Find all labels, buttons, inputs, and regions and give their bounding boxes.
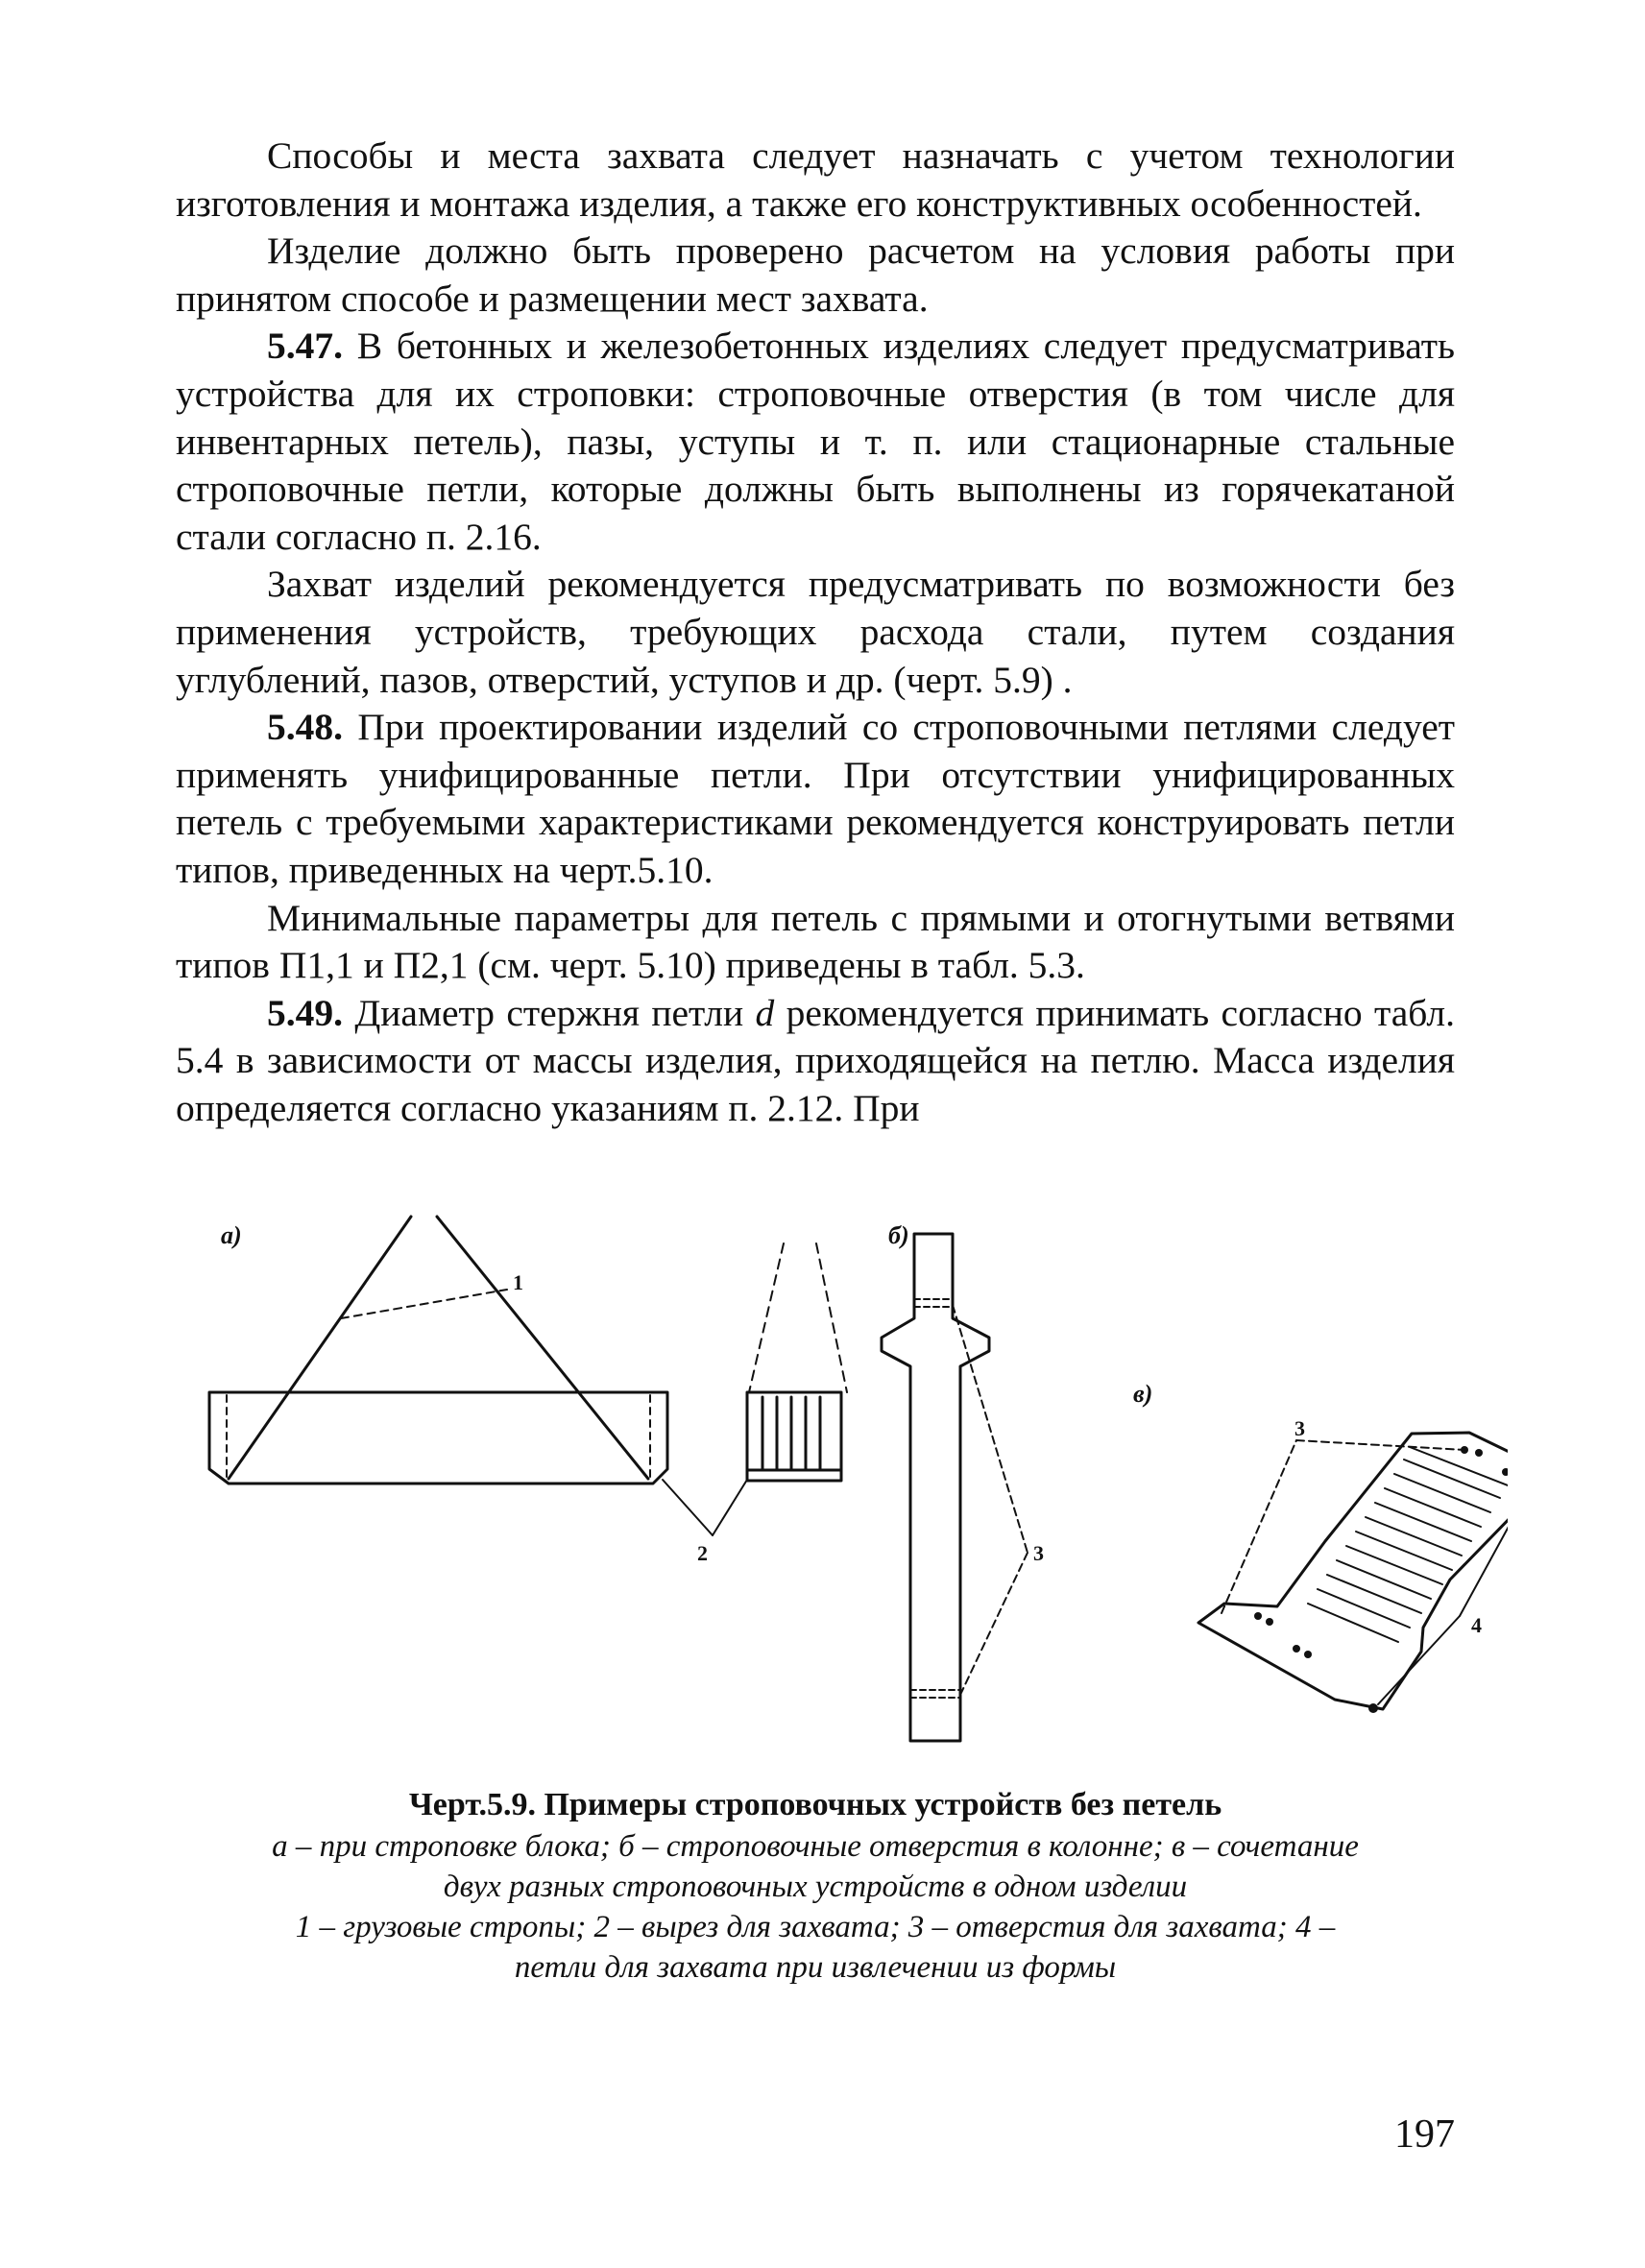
sling-left-dashed [749,1243,784,1392]
lifting-holes [910,1299,960,1698]
load-slings [229,1217,648,1479]
subfigure-c-stair-flight [1133,1380,1508,1713]
variable-d: d [755,991,775,1034]
callout-4: 4 [1471,1613,1482,1637]
subfigure-label-b: б) [888,1221,909,1249]
subfigure-b-column [882,1221,1044,1741]
subfigure-a-block [209,1217,667,1484]
leader-lines-2 [663,1480,747,1535]
paragraph-minimal-parameters: Минимальные параметры для петель с прямыми и отогнутыми ветвями типов П1,1 и П2,1 (см. черт. 5.10) приведены в табл. 5.3. [176,896,1455,987]
figure-caption [176,1784,1455,1988]
callout-2: 2 [697,1541,708,1565]
paragraph-calculation-check: Изделие должно быть проверено расчетом на условия работы при принятом способе и размещении мест захвата. [176,229,1455,320]
clause-text-5-48: При проектировании изделий со строповочными петлями следует применять унифицированные петли. При отсутствии унифицированных петель с требуемыми характеристиками рекомендуется конструировать петли типов, приведенных на черт.5.10. [176,706,1455,891]
sling-right-dashed [816,1243,847,1392]
paragraph-5-49 [176,990,1455,1133]
callout-1: 1 [513,1270,523,1294]
stair-flight-outline [1198,1433,1508,1709]
caption-line: а – при строповке блока; б – строповочные отверстия в колонне; в – сочетание [272,1829,1359,1864]
clause-number-5-47: 5.47. [267,325,343,368]
caption-line: 1 – грузовые стропы; 2 – вырез для захвата; 3 – отверстия для захвата; 4 – [295,1910,1336,1944]
callout-3: 3 [1033,1541,1044,1565]
subfigure-label-a: а) [221,1221,242,1249]
paragraph-5-47 [176,323,1455,561]
callout-3-stair: 3 [1294,1416,1305,1440]
caption-line: двух разных строповочных устройств в одном изделии [443,1870,1188,1904]
clause-text-5-49-start: Диаметр стержня петли [343,991,756,1034]
leader-lines-4 [1378,1493,1508,1704]
leader-lines-3-stair [1222,1440,1464,1613]
paragraph-capture-without-steel: Захват изделий рекомендуется предусматривать по возможности без применения устройств, требующих расхода стали, путем создания углублений, пазов, отверстий, уступов и др. (черт. 5.9) . [176,563,1455,701]
caption-title: Черт.5.9. Примеры строповочных устройств без петель [408,1787,1222,1822]
column [882,1234,989,1741]
clause-text-5-47: В бетонных и железобетонных изделиях следует предусматривать устройства для их строповки: строповочные отверстия (в том числе для инвентарных петель), пазы, уступы и т. п. или стационарные стальные строповочные петли, которые должны быть выполнены из горячекатаной стали согласно п. 2.16. [176,325,1455,558]
subfigure-a-side-view [663,1243,847,1565]
block-side-view-ribs [747,1397,841,1470]
clause-number-5-48: 5.48. [267,706,343,749]
leader-line-1 [341,1290,507,1318]
caption-line: петли для захвата при извлечении из формы [514,1950,1117,1985]
body-text [176,133,1455,1132]
page-number: 197 [1394,2112,1455,2157]
subfigure-label-v: в) [1133,1380,1153,1408]
paragraph-5-48 [176,704,1455,894]
paragraph-capture-methods: Способы и места захвата следует назначать с учетом технологии изготовления и монтажа изделия, а также его конструктивных особенностей. [176,134,1455,225]
clause-text-5-49-end: рекомендуется принимать согласно табл. 5.4 в зависимости от массы изделия, приходящейся на петлю. Масса изделия определяется согласно указаниям п. 2.12. При [176,991,1455,1129]
figure-5-9 [144,1205,1508,1781]
clause-number-5-49: 5.49. [267,991,343,1034]
